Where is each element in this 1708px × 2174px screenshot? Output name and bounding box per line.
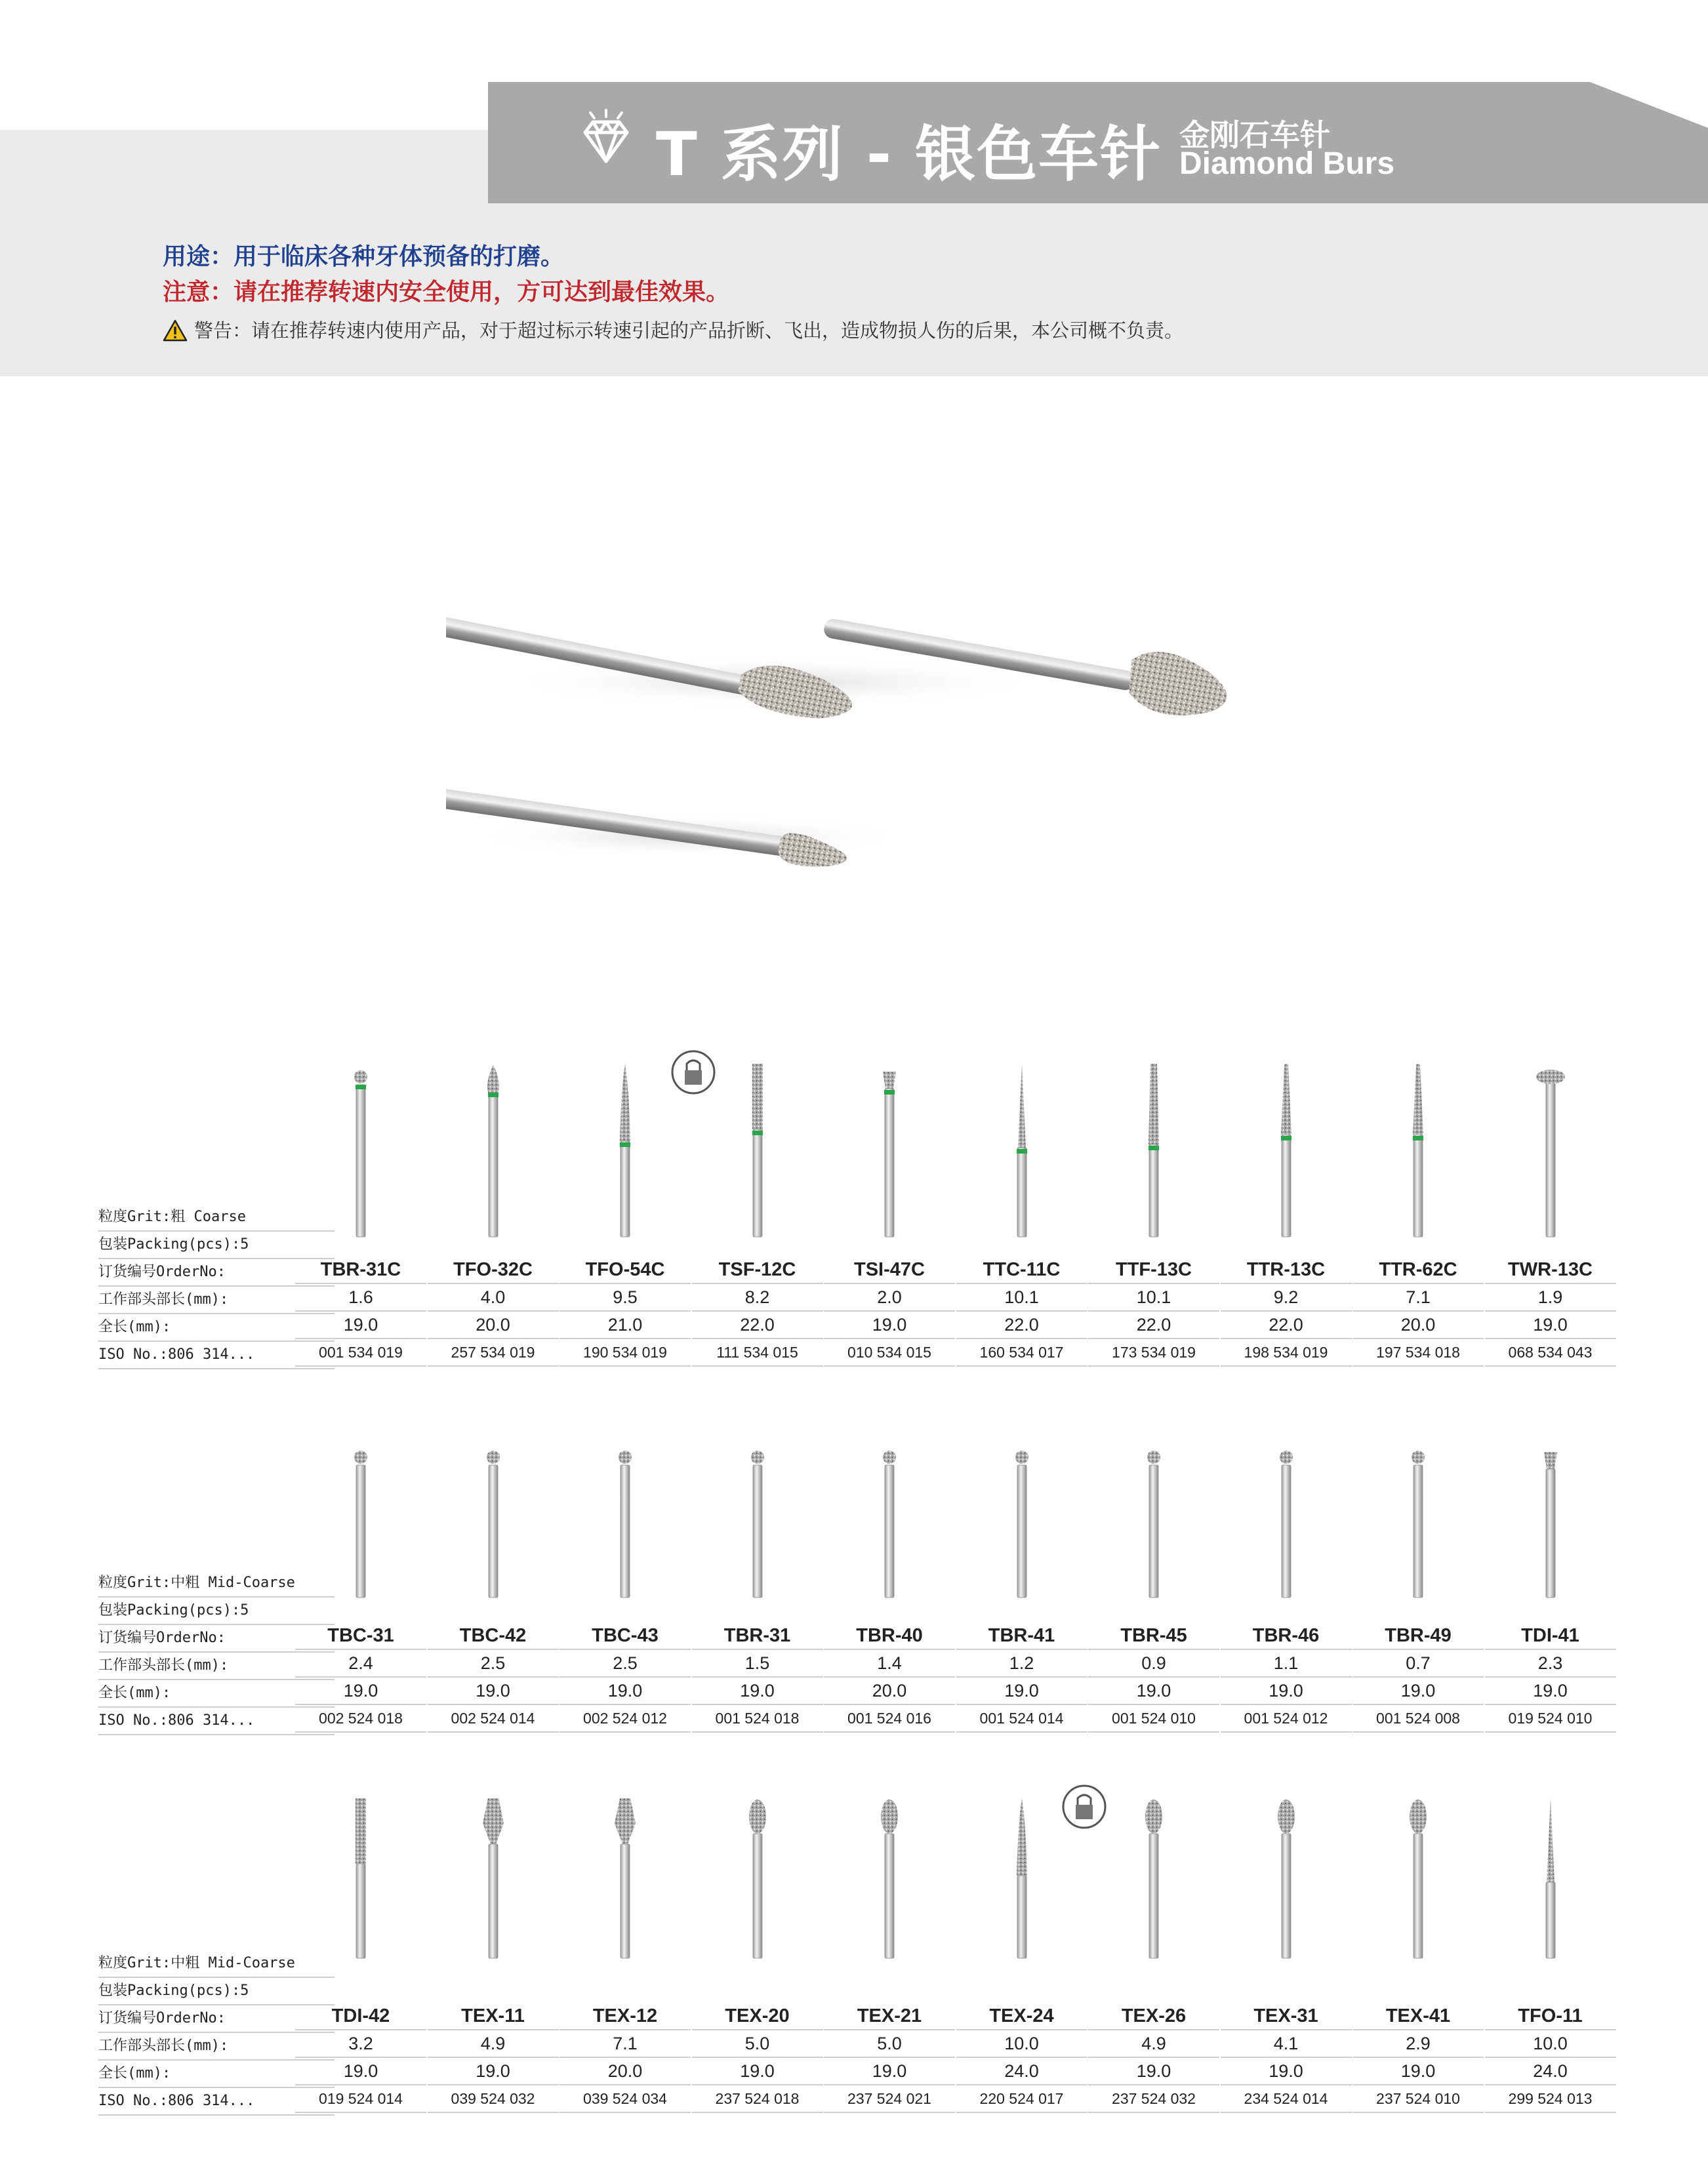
order-code: TEX-41 — [1352, 2003, 1484, 2030]
iso-number: 002 524 014 — [428, 1705, 559, 1733]
bur-barrel-icon — [474, 1797, 513, 1961]
bur-ball-icon — [870, 1443, 909, 1600]
iso-number: 019 524 010 — [1485, 1705, 1616, 1733]
head-length: 2.4 — [295, 1650, 426, 1678]
order-code: TTR-62C — [1352, 1257, 1484, 1284]
page-subtitle-en: Diamond Burs — [1179, 146, 1395, 181]
product-column — [956, 1257, 1088, 1367]
order-code: TTR-13C — [1221, 1257, 1352, 1284]
iso-number: 001 524 018 — [692, 1705, 823, 1733]
product-table-2 — [98, 1436, 1642, 1731]
bur-egg-icon — [1134, 1797, 1173, 1961]
iso-number: 299 524 013 — [1485, 2085, 1616, 2113]
product-column — [428, 2003, 559, 2113]
iso-number: 039 524 034 — [559, 2085, 691, 2113]
bur-needle-icon — [1531, 1797, 1570, 1961]
total-length: 24.0 — [956, 2058, 1088, 2085]
total-length: 22.0 — [692, 1312, 823, 1339]
bur-longflame-icon — [1002, 1797, 1042, 1961]
total-length: 19.0 — [559, 1678, 691, 1705]
order-code: TBR-49 — [1352, 1622, 1484, 1650]
order-code: TFO-54C — [559, 1257, 691, 1284]
order-code: TSI-47C — [824, 1257, 955, 1284]
order-code: TEX-31 — [1221, 2003, 1352, 2030]
order-code: TTF-13C — [1088, 1257, 1219, 1284]
bur-ball-icon — [341, 1443, 380, 1600]
iso-number: 001 524 010 — [1088, 1705, 1219, 1733]
product-column — [824, 1622, 955, 1733]
bur-longflame-icon — [605, 1062, 645, 1239]
head-length: 10.0 — [1485, 2030, 1616, 2058]
total-length: 19.0 — [295, 1312, 426, 1339]
product-column — [692, 1622, 823, 1733]
iso-number: 001 534 019 — [295, 1339, 426, 1367]
iso-number: 001 524 016 — [824, 1705, 955, 1733]
page-title: T 系列 - 银色车针 — [656, 119, 1162, 190]
total-length: 19.0 — [1088, 1678, 1219, 1705]
total-length: 19.0 — [1352, 1678, 1484, 1705]
order-code: TSF-12C — [692, 1257, 823, 1284]
product-column — [559, 2003, 691, 2113]
bur-egg-icon — [738, 1797, 777, 1961]
product-column — [1485, 1622, 1616, 1733]
total-length: 19.0 — [824, 1312, 955, 1339]
product-column — [1221, 1622, 1352, 1733]
product-column — [428, 1257, 559, 1367]
head-length: 5.0 — [692, 2030, 823, 2058]
head-length: 1.4 — [824, 1650, 955, 1678]
label-total-length: 全长(mm): — [98, 1314, 335, 1342]
product-table-3 — [98, 1784, 1642, 2112]
head-length: 1.5 — [692, 1650, 823, 1678]
product-column — [428, 1622, 559, 1733]
head-length: 4.9 — [428, 2030, 559, 2058]
iso-number: 010 534 015 — [824, 1339, 955, 1367]
notes-block — [163, 239, 1183, 348]
iso-number: 002 524 012 — [559, 1705, 691, 1733]
bur-invcone-icon — [870, 1062, 909, 1239]
iso-number: 190 534 019 — [559, 1339, 691, 1367]
head-length: 7.1 — [559, 2030, 691, 2058]
order-code: TEX-20 — [692, 2003, 823, 2030]
product-column — [1485, 1257, 1616, 1367]
lock-icon — [670, 1049, 716, 1095]
order-code: TWR-13C — [1485, 1257, 1616, 1284]
product-table-1 — [98, 1049, 1642, 1364]
product-column — [559, 1622, 691, 1733]
label-iso: ISO No.:806 314... — [98, 1342, 335, 1369]
head-length: 7.1 — [1352, 1284, 1484, 1312]
label-head-length: 工作部头部长(mm): — [98, 1287, 335, 1314]
bur-barrel-icon — [605, 1797, 645, 1961]
bur-cyl-icon — [738, 1062, 777, 1239]
head-length: 2.3 — [1485, 1650, 1616, 1678]
head-length: 0.9 — [1088, 1650, 1219, 1678]
order-code: TEX-12 — [559, 2003, 691, 2030]
order-code: TBR-31C — [295, 1257, 426, 1284]
head-length: 5.0 — [824, 2030, 955, 2058]
order-code: TEX-26 — [1088, 2003, 1219, 2030]
order-code: TBR-45 — [1088, 1622, 1219, 1650]
product-column — [824, 2003, 955, 2113]
product-column — [1352, 2003, 1484, 2113]
total-length: 19.0 — [1088, 2058, 1219, 2085]
product-photo — [446, 577, 1364, 944]
bur-cyl-icon — [341, 1797, 380, 1961]
iso-number: 002 524 018 — [295, 1705, 426, 1733]
label-head-length: 工作部头部长(mm): — [98, 1653, 335, 1680]
product-column — [1352, 1257, 1484, 1367]
iso-number: 197 534 018 — [1352, 1339, 1484, 1367]
bur-egg-icon — [1398, 1797, 1438, 1961]
total-length: 20.0 — [559, 2058, 691, 2085]
head-length: 9.2 — [1221, 1284, 1352, 1312]
order-code: TBR-41 — [956, 1622, 1088, 1650]
bur-ball-icon — [1134, 1443, 1173, 1600]
bur-flame-icon — [474, 1062, 513, 1239]
total-length: 19.0 — [692, 1678, 823, 1705]
bur-ball-icon — [341, 1062, 380, 1239]
total-length: 22.0 — [1221, 1312, 1352, 1339]
head-length: 4.0 — [428, 1284, 559, 1312]
order-code: TBC-42 — [428, 1622, 559, 1650]
order-code: TBC-31 — [295, 1622, 426, 1650]
product-column — [1088, 1257, 1219, 1367]
head-length: 10.0 — [956, 2030, 1088, 2058]
iso-number: 234 524 014 — [1221, 2085, 1352, 2113]
order-code: TTC-11C — [956, 1257, 1088, 1284]
total-length: 19.0 — [1485, 1312, 1616, 1339]
product-column — [1088, 2003, 1219, 2113]
lock-icon — [1061, 1784, 1107, 1830]
product-column — [295, 2003, 426, 2113]
head-length: 2.0 — [824, 1284, 955, 1312]
product-column — [295, 1622, 426, 1733]
iso-number: 001 524 012 — [1221, 1705, 1352, 1733]
order-code: TBR-46 — [1221, 1622, 1352, 1650]
total-length: 21.0 — [559, 1312, 691, 1339]
total-length: 19.0 — [824, 2058, 955, 2085]
label-order: 订货编号OrderNo: — [98, 2005, 335, 2033]
iso-number: 160 534 017 — [956, 1339, 1088, 1367]
diamond-icon — [576, 109, 636, 169]
head-length: 10.1 — [956, 1284, 1088, 1312]
label-packing: 包装Packing(pcs):5 — [98, 1978, 335, 2005]
iso-number: 220 524 017 — [956, 2085, 1088, 2113]
order-code: TEX-21 — [824, 2003, 955, 2030]
bur-wheel-icon — [1531, 1062, 1570, 1239]
iso-number: 237 524 018 — [692, 2085, 823, 2113]
bur-needle-icon — [1002, 1062, 1042, 1239]
total-length: 19.0 — [295, 1678, 426, 1705]
head-length: 4.9 — [1088, 2030, 1219, 2058]
head-length: 8.2 — [692, 1284, 823, 1312]
order-code: TDI-42 — [295, 2003, 426, 2030]
product-column — [1352, 1622, 1484, 1733]
product-column — [956, 2003, 1088, 2113]
total-length: 19.0 — [1352, 2058, 1484, 2085]
label-packing: 包装Packing(pcs):5 — [98, 1232, 335, 1259]
product-column — [692, 1257, 823, 1367]
head-length: 3.2 — [295, 2030, 426, 2058]
total-length: 19.0 — [1221, 2058, 1352, 2085]
label-packing: 包装Packing(pcs):5 — [98, 1598, 335, 1625]
iso-number: 173 534 019 — [1088, 1339, 1219, 1367]
warning-text: 警告：请在推荐转速内使用产品，对于超过标示转速引起的产品折断、飞出，造成物损人伤的后果，本公司概不负责。 — [194, 319, 1184, 342]
head-length: 10.1 — [1088, 1284, 1219, 1312]
bur-ball-icon — [474, 1443, 513, 1600]
head-length: 2.5 — [559, 1650, 691, 1678]
iso-number: 237 524 021 — [824, 2085, 955, 2113]
label-total-length: 全长(mm): — [98, 1680, 335, 1708]
bur-egg-icon — [870, 1797, 909, 1961]
product-column — [956, 1622, 1088, 1733]
product-column — [1485, 2003, 1616, 2113]
order-code: TDI-41 — [1485, 1622, 1616, 1650]
bur-taperround-icon — [1398, 1062, 1438, 1239]
iso-number: 257 534 019 — [428, 1339, 559, 1367]
total-length: 19.0 — [1485, 1678, 1616, 1705]
order-code: TBC-43 — [559, 1622, 691, 1650]
total-length: 19.0 — [692, 2058, 823, 2085]
order-code: TEX-11 — [428, 2003, 559, 2030]
bur-invcone-icon — [1531, 1443, 1570, 1600]
total-length: 22.0 — [1088, 1312, 1219, 1339]
total-length: 19.0 — [428, 2058, 559, 2085]
head-length: 2.5 — [428, 1650, 559, 1678]
label-head-length: 工作部头部长(mm): — [98, 2033, 335, 2061]
order-code: TFO-32C — [428, 1257, 559, 1284]
iso-number: 001 524 014 — [956, 1705, 1088, 1733]
label-total-length: 全长(mm): — [98, 2061, 335, 2088]
label-grit: 粒度Grit:粗 Coarse — [98, 1204, 335, 1232]
bur-taperround-icon — [1267, 1062, 1306, 1239]
product-column — [1221, 2003, 1352, 2113]
bur-egg-icon — [1267, 1797, 1306, 1961]
product-column — [1221, 1257, 1352, 1367]
product-column — [1088, 1622, 1219, 1733]
total-length: 24.0 — [1485, 2058, 1616, 2085]
label-grit: 粒度Grit:中粗 Mid-Coarse — [98, 1950, 335, 1978]
caution-note: 注意：请在推荐转速内安全使用，方可达到最佳效果。 — [163, 279, 730, 306]
label-grit: 粒度Grit:中粗 Mid-Coarse — [98, 1570, 335, 1598]
total-length: 19.0 — [956, 1678, 1088, 1705]
iso-number: 001 524 008 — [1352, 1705, 1484, 1733]
total-length: 20.0 — [428, 1312, 559, 1339]
order-code: TEX-24 — [956, 2003, 1088, 2030]
usage-note: 用途：用于临床各种牙体预备的打磨。 — [163, 243, 565, 270]
head-length: 1.9 — [1485, 1284, 1616, 1312]
product-column — [824, 1257, 955, 1367]
page-subtitle-cn: 金刚石车针 — [1179, 117, 1330, 153]
iso-number: 237 524 032 — [1088, 2085, 1219, 2113]
iso-number: 237 524 010 — [1352, 2085, 1484, 2113]
iso-number: 068 534 043 — [1485, 1339, 1616, 1367]
total-length: 19.0 — [1221, 1678, 1352, 1705]
head-length: 0.7 — [1352, 1650, 1484, 1678]
order-code: TBR-40 — [824, 1622, 955, 1650]
bur-taper-icon — [1134, 1062, 1173, 1239]
warning-icon — [163, 319, 188, 342]
iso-number: 019 524 014 — [295, 2085, 426, 2113]
iso-number: 111 534 015 — [692, 1339, 823, 1367]
bur-ball-icon — [1267, 1443, 1306, 1600]
label-iso: ISO No.:806 314... — [98, 1708, 335, 1735]
label-order: 订货编号OrderNo: — [98, 1259, 335, 1287]
total-length: 22.0 — [956, 1312, 1088, 1339]
label-order: 订货编号OrderNo: — [98, 1625, 335, 1653]
head-length: 1.6 — [295, 1284, 426, 1312]
product-column — [295, 1257, 426, 1367]
bur-ball-icon — [1398, 1443, 1438, 1600]
iso-number: 039 524 032 — [428, 2085, 559, 2113]
head-length: 1.2 — [956, 1650, 1088, 1678]
order-code: TBR-31 — [692, 1622, 823, 1650]
total-length: 19.0 — [428, 1678, 559, 1705]
label-iso: ISO No.:806 314... — [98, 2088, 335, 2116]
iso-number: 198 534 019 — [1221, 1339, 1352, 1367]
product-column — [559, 1257, 691, 1367]
order-code: TFO-11 — [1485, 2003, 1616, 2030]
bur-ball-icon — [605, 1443, 645, 1600]
bur-ball-icon — [738, 1443, 777, 1600]
warning-note — [163, 313, 1183, 348]
bur-ball-icon — [1002, 1443, 1042, 1600]
head-length: 2.9 — [1352, 2030, 1484, 2058]
product-column — [692, 2003, 823, 2113]
head-length: 4.1 — [1221, 2030, 1352, 2058]
head-length: 9.5 — [559, 1284, 691, 1312]
total-length: 19.0 — [295, 2058, 426, 2085]
total-length: 20.0 — [1352, 1312, 1484, 1339]
total-length: 20.0 — [824, 1678, 955, 1705]
head-length: 1.1 — [1221, 1650, 1352, 1678]
